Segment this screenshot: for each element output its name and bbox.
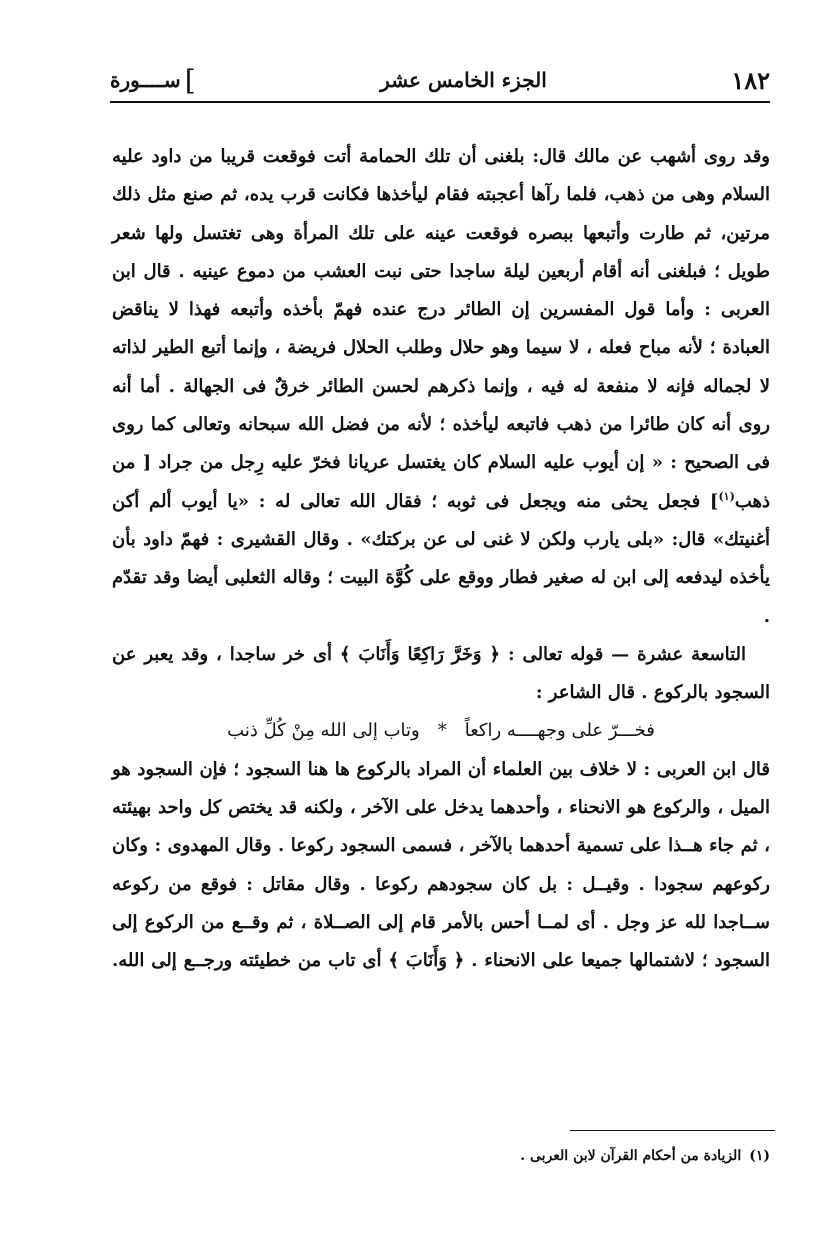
footnote-number: (١): [749, 1148, 770, 1164]
surah-label-group: [110, 64, 196, 97]
poetry-verse: [112, 712, 770, 750]
running-header: [110, 60, 770, 100]
paragraph-text: وقد روى أشهب عن مالك قال: بلغنى أن تلك الحمامة أتت فوقعت قريبا من داود عليه السلام وهى من ذهب، فلما رآها أعجبته فقام ليأخذها فكانت قرب يده، ثم صنع مثل ذلك مرتين، ثم طارت وأتبعها ببصره فوقعت عينه على تلك المرأة وهى تغتسل ولها شعر طويل ؛ فبلغنى أنه أقام أربعين ليلة ساجدا حتى نبت العشب من دموع عينيه . قال ابن العربى : وأما قول المفسرين إن الطائر درج عنده فهمّ بأخذه وأتبعه فهذا لا يناقض العبادة ؛ لأنه مباح فعله ، لا سيما وهو حلال وطلب الحلال فريضة ، وإنما أتبع الطير لذاته لا لجماله فإنه لا منفعة له فيه ، وإنما ذكرهم لحسن الطائر خرقٌ فى الجهالة . أما أنه روى أنه كان طائرا من ذهب فاتبعه ليأخذه ؛ لأنه من فضل الله سبحانه وتعالى كما روى فى الصحيح : « إن أيوب عليه السلام كان يغتسل عريانا فخرّ عليه رِجل من جراد [ من ذهب: [112, 146, 770, 512]
header-rule: [110, 101, 770, 103]
verse-separator: *: [437, 720, 447, 742]
footnote-rule: [570, 1130, 775, 1131]
verse-hemistich: وتاب إلى الله مِنْ كُلِّ ذنب: [227, 720, 420, 742]
page-number: ١٨٢: [731, 65, 770, 95]
footnote: [380, 1148, 770, 1164]
paragraph-text: ] فجعل يحثى منه ويجعل فى ثوبه ؛ فقال الله تعالى له : «يا أيوب ألم أكن أغنيتك» قال: «بلى يارب ولكن لا غنى لى عن بركتك» . وقال القشيرى : فهمّ داود بأن يأخذه ليدفعه إلى ابن له صغير فطار ووقع على كُوَّة البيت ؛ وقاله الثعلبى أيضا وقد تقدّم .: [112, 490, 770, 627]
verse-hemistich: فخـــرّ على وجهــــه راكعاً: [464, 720, 655, 742]
paragraph: قال ابن العربى : لا خلاف بين العلماء أن المراد بالركوع ها هنا السجود ؛ فإن السجود هو الميل ، والركوع هو الانحناء ، وأحدهما يدخل على الآخر ، ولكنه قد يختص كل واحد بهيئته ، ثم جاء هــذا على تسمية أحدهما بالآخر ، فسمى السجود ركوعا . وقال المهدوى : وكان ركوعهم سجودا . وقيــل : بل كان سجودهم ركوعا . وقال مقاتل : فوقع من ركوعه ســاجدا لله عز وجل . أى لمــا أحس بالأمر قام إلى الصــلاة ، ثم وقــع من الركوع إلى السجود ؛ لاشتمالها جميعا على الانحناء . ﴿ وَأَنَابَ ﴾ أى تاب من خطيئته ورجــع إلى الله.: [112, 758, 770, 972]
bracket-mark: ]: [184, 63, 196, 97]
footnote-text: الزيادة من أحكام القرآن لابن العربى .: [520, 1148, 742, 1164]
surah-label: ســــورة: [110, 68, 181, 92]
part-title: الجزء الخامس عشر: [380, 68, 547, 92]
footnote-marker: (١): [718, 489, 735, 503]
paragraph: التاسعة عشرة — قوله تعالى : ﴿ وَخَرَّ رَاكِعًا وَأَنَابَ ﴾ أى خر ساجدا ، وقد يعبر عن السجود بالركوع . قال الشاعر :: [112, 643, 770, 704]
paragraph: [112, 138, 770, 636]
main-text: [112, 138, 770, 981]
